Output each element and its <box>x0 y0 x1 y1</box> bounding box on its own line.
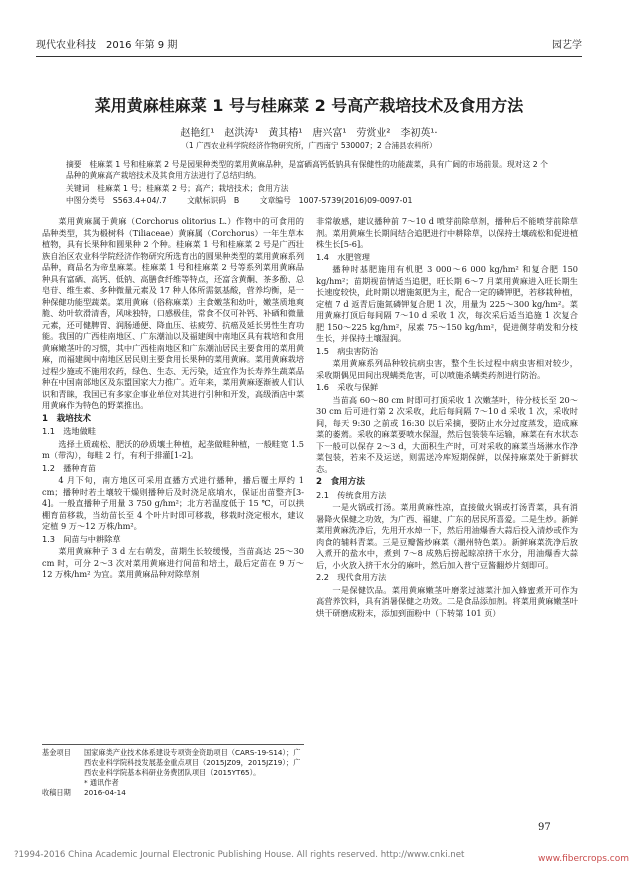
paragraph: 播种时基肥施用有机肥 3 000～6 000 kg/hm² 和复合肥 150 kg/hm²；苗期视苗情适当追肥，旺长期 6～7 月菜用黄麻进入旺长期生长速度较快，此时期以增施氮肥为主，配合一定的磷钾肥，若移栽种植，定植 7 d 返青后施氮磷钾复合肥 1 次，用量为 225～300 kg/hm²。菜用黄麻打顶后每间隔 7～10 d 采收 1 次，每次采后适当追施 1 次复合肥 150～225 kg/hm²，尿素 75～150 kg/hm²，促进侧芽萌发和分枝生长，并保持土壤湿润。 <box>316 264 579 343</box>
abstract: 摘要 桂麻菜 1 号和桂麻菜 2 号是园果种类型的菜用黄麻品种，是富硒高钙低钠具有保健性的功能蔬菜，具有广阔的市场前景。现对这 2 个品种的黄麻高产栽培技术及其食用方法进行了总结归纳。 <box>66 160 548 180</box>
corresponding-author-note: * 通讯作者 <box>84 778 119 787</box>
keywords: 关键词 桂麻菜 1 号；桂麻菜 2 号；高产；栽培技术；食用方法 <box>66 184 289 193</box>
section-heading: 1.5 病虫害防治 <box>316 345 379 356</box>
body-column-left <box>42 216 304 581</box>
section-heading: 1.4 水肥管理 <box>316 251 370 262</box>
article-number: 文章编号 1007-5739(2016)09-0097-01 <box>259 196 413 205</box>
paragraph: 一是火锅或打汤。菜用黄麻性凉，直接做火锅或打汤青菜，具有消暑降火保健之功效，为广西、福建、广东的居民所喜爱。二是生炒。新鲜菜用黄麻洗净后，先用开水焯一下，然后用油爆香大蒜后投入清炒或作为肉食的辅料青菜。三是豆瓣酱炒麻菜（潮州特色菜）。新鲜麻菜洗净后放入煮开的盐水中，煮到 7～8 成熟后捞起晾凉挤干水分，用油爆香大蒜后，小火放入挤干水分的麻叶，然后加入普宁豆酱翻炒片刻即可。 <box>316 502 579 570</box>
received-date: 2016-04-14 <box>84 788 126 797</box>
paragraph: 当苗高 60～80 cm 时即可打顶采收 1 次嫩茎叶，待分枝长至 20～30 cm 后可进行第 2 次采收，此后每间隔 7～10 d 采收 1 次，采收时间，每天 9:30 之前或 16:30 以后采摘，要防止水分过度蒸发，造成麻菜的萎蔫。采收的麻菜要喷水保湿，然后包装装车运输，麻菜在有水状态下一般可以保存 2～3 d，大面积生产时，可对采收的麻菜当场淋水作净菜包装，若来不及运送，则需送冷库短期保鲜，以保持麻菜处于新鲜状态。 <box>316 394 579 474</box>
paragraph: 非常敏感，建议播种前 7～10 d 喷芽前除草剂，播种后不能喷芽前除草剂。菜用黄麻生长期间结合追肥进行中耕除草，以保持土壤疏松和促进植株生长[5-6]。 <box>316 216 579 249</box>
section-heading: 2.2 现代食用方法 <box>316 572 387 582</box>
funding-note <box>42 744 304 798</box>
funding-text: 国家麻类产业技术体系建设专项资金资助项目（CARS-19-S14）；广西农业科学院科技发展基金重点项目（2015JZ09，2015JZ19）；广西农业科学院基本科研业务费团队项目（2015YT65）。 * 通讯作者 <box>84 748 301 787</box>
funding-label: 基金项目 <box>42 748 71 757</box>
author-list: 赵艳红¹ 赵洪涛¹ 黄其椿¹ 唐兴富¹ 劳赏业² 李初英¹· <box>180 128 438 139</box>
paragraph: 选择土质疏松、肥沃的砂质壤土种植，起垄做畦种植，一般畦宽 1.5 m（带沟），每畦 2 行，有利于排灌[1-2]。 <box>42 438 304 460</box>
paragraph: 菜用黄麻种子 3 d 左右萌发，苗期生长较缓慢，当苗高达 25～30 cm 时，可分 2～3 次对菜用黄麻进行间苗和培土，最后定苗在 9 万～12 万株/hm² 为宜。菜用黄麻品种对除草剂 <box>42 546 304 579</box>
section-heading: 2.1 传统食用方法 <box>316 489 387 500</box>
section-heading: 2 食用方法 <box>316 477 365 487</box>
copyright-footer: ?1994-2016 China Academic Journal Electronic Publishing House. All rights reserved. http://www.cnki.net <box>14 850 465 860</box>
running-header <box>36 36 582 52</box>
section-heading: 1.3 间苗与中耕除草 <box>42 533 121 544</box>
paragraph: 一是保健饮品。菜用黄麻嫩茎叶磨浆过滤菜汁加入蜂蜜煮开可作为高营养饮料，具有消暑保健之功效。二是食品添加剂。将菜用黄麻嫩茎叶烘干研磨成粉末，添加到面粉中（下转第 101 页） <box>316 584 579 618</box>
affiliation: （1 广西农业科学院经济作物研究所，广西南宁 530007；2 合浦县农科所） <box>181 141 437 150</box>
section-name: 园艺学 <box>552 40 582 51</box>
section-heading: 1.1 选地做畦 <box>42 426 96 436</box>
paragraph: 菜用黄麻系列品种较抗病虫害，整个生长过程中病虫害相对较少，采收期偶见田间出现螨类危害，可以喷施杀螨类药剂进行防治。 <box>316 358 578 380</box>
doc-code: 文献标识码 B <box>187 196 240 205</box>
body-column-right <box>316 216 578 619</box>
clc-number: 中图分类号 S563.4+04/.7 <box>66 196 167 205</box>
section-heading: 1 栽培技术 <box>42 413 91 424</box>
journal-name: 现代农业科技 2016 年第 9 期 <box>36 40 178 51</box>
paragraph: 4 月下旬，南方地区可采用直播方式进行播种，播后覆土厚约 1 cm；播种时若土壤较干燥则播种后及时浇足底墒水，保证出苗整齐[3-4]。一般直播种子用量 3 750 g/hm²；北方若温度低于 15 ℃，可以拱棚育苗移栽，当幼苗长至 4 个叶片时即可移栽，移栽时浇定根水，建议定植 9 万～12 万株/hm²。 <box>42 475 304 531</box>
received-label: 收稿日期 <box>42 788 71 797</box>
article-title: 菜用黄麻桂麻菜 1 号与桂麻菜 2 号高产栽培技术及食用方法 <box>94 96 524 115</box>
classification-meta <box>66 195 554 206</box>
watermark: www.fibercrops.com <box>538 854 629 864</box>
section-heading: 1.2 播种育苗 <box>42 462 96 473</box>
section-heading: 1.6 采收与保鲜 <box>316 382 379 392</box>
paragraph: 菜用黄麻属于黄麻（Corchorus olitorius L.）作物中的可食用的品种类型，其为椴树科（Tiliaceae）黄麻属（Corchorus）一年生草本植物，具有长果种和圆果种 2 个种。桂麻菜 1 号和桂麻菜 2 号是广西壮族自治区农业科学院经济作物研究所选育出的圆果种类型的菜用黄麻系列品种，商品名为帝皇麻菜。桂麻菜 1 号和桂麻菜 2 号等系列菜用黄麻品种具有富硒、高钙、低钠、高膳食纤维等特点，还富含黄酮、茶多酚、总皂苷、维生素、多种微量元素及 17 种人体所需氨基酸，营养均衡，是一种保健功能型蔬菜。菜用黄麻（俗称麻菜）主食嫩茎和幼叶，嫩茎质地爽脆、幼叶软滑清香，风味独特，口感极佳，常食不仅可补钙、补硒和微量元素，还可健脾胃、润肠通便、降血压、祛疲劳、抗癌及延长男性生育功能。我国的广西桂南地区、广东潮汕以及福建闽中南地区具有栽培和食用黄麻嫩茎叶的习惯，其中广西桂南地区和广东潮汕居民主要食用的菜用黄麻，而福建闽中南地区居民则主要食用长果种的菜用黄麻。菜用黄麻栽培过程少施或不施用农药，绿色、生态、无污染，适宜作为长寿养生蔬菜品种在中国南部地区及东盟国家大力推广。近年来，菜用黄麻逐渐被人们认识和青睐，我国已有多家企事业单位对其进行引种和开发，高级酒店中菜用黄麻作为特色的野菜推出。 <box>42 216 305 410</box>
header-rule <box>36 56 582 57</box>
page-number: 97 <box>538 822 551 833</box>
